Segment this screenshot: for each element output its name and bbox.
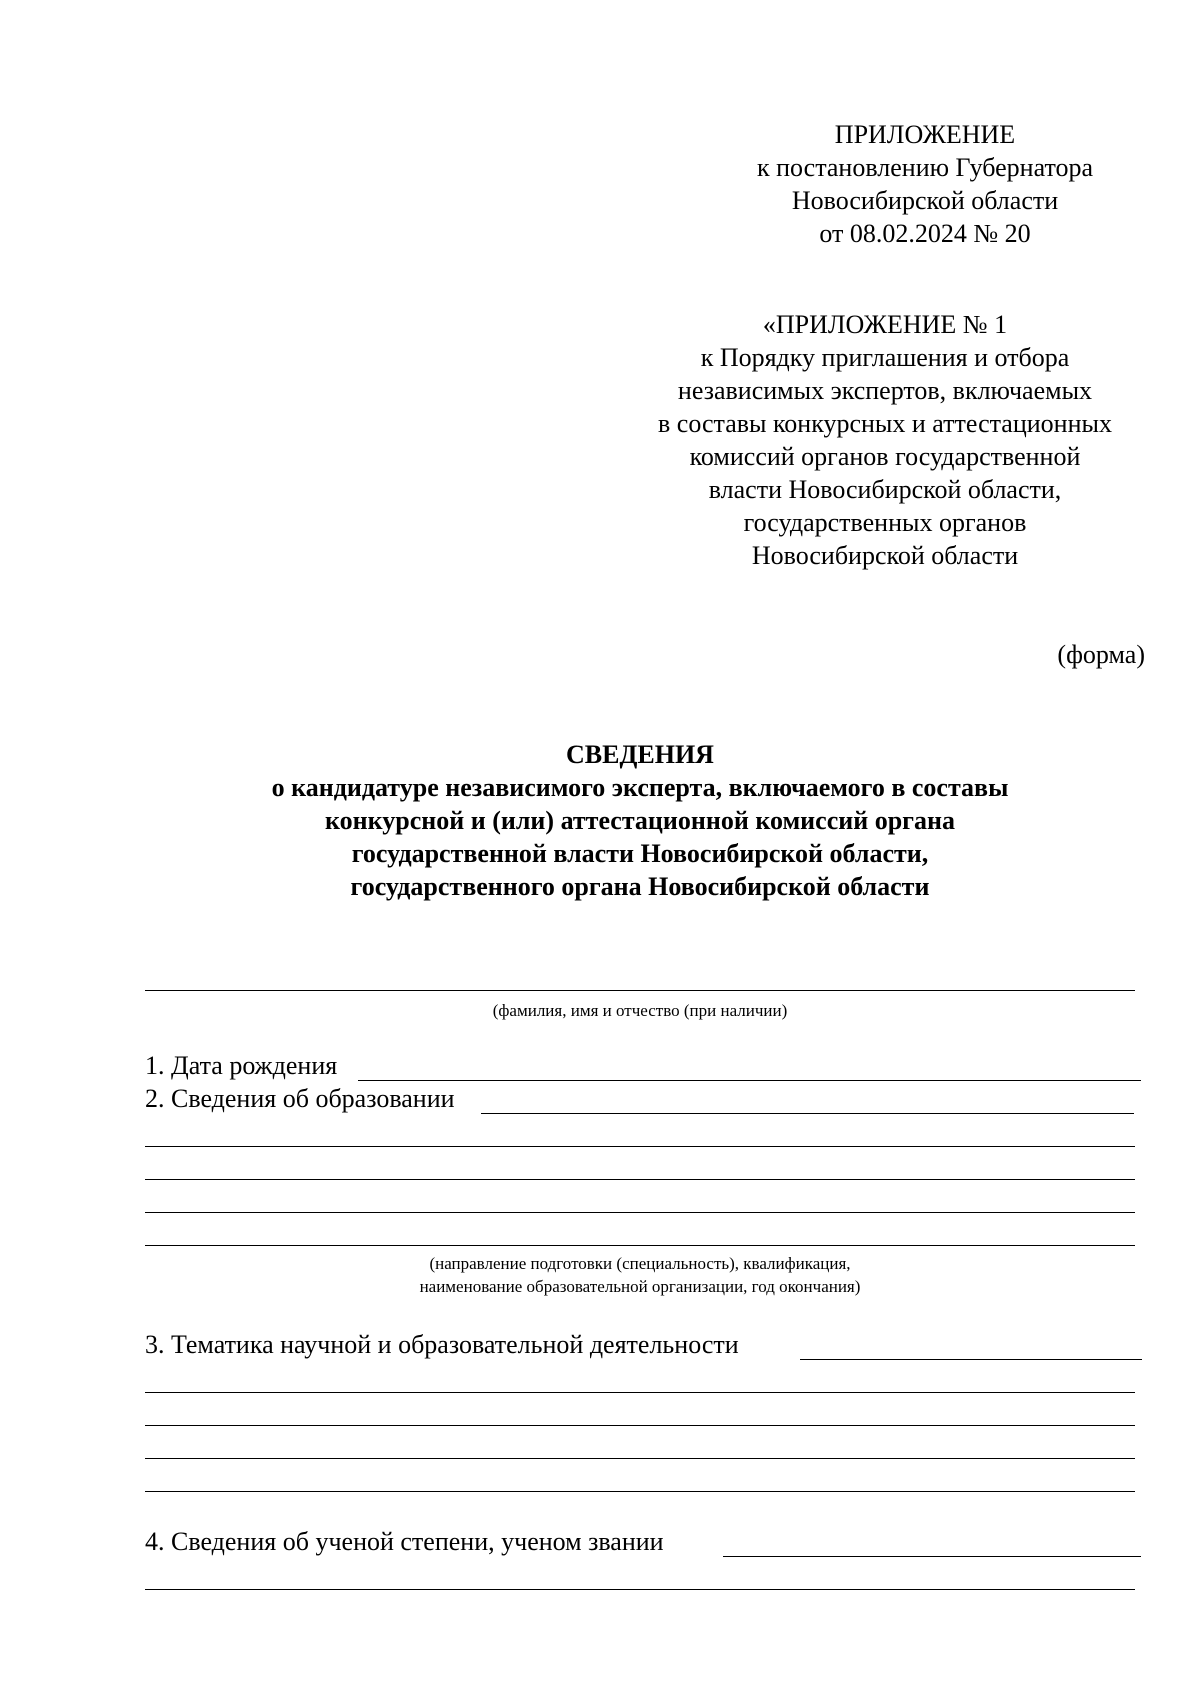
research-topics-input-line[interactable]	[145, 1425, 1135, 1426]
heading-title: СВЕДЕНИЯ	[566, 740, 714, 769]
research-topics-input-line[interactable]	[145, 1392, 1135, 1393]
education-input-line[interactable]	[145, 1146, 1135, 1147]
academic-degree-input-line[interactable]	[145, 1589, 1135, 1590]
form-label: (форма)	[1057, 640, 1145, 669]
heading-subtitle-line: государственного органа Новосибирской области	[350, 872, 930, 901]
appendix-block	[625, 308, 1145, 572]
education-caption-line: наименование образовательной организации, год окончания)	[419, 1277, 861, 1296]
research-topics-input-line[interactable]	[145, 1458, 1135, 1459]
birth-date-input-line[interactable]	[358, 1080, 1141, 1081]
education-caption	[145, 1252, 1135, 1298]
education-input-line[interactable]	[145, 1245, 1135, 1246]
education-caption-line: (направление подготовки (специальность), квалификация,	[429, 1254, 851, 1273]
appendix-line: власти Новосибирской области,	[708, 475, 1062, 504]
birth-date-label: 1. Дата рождения	[145, 1051, 338, 1080]
appendix-line: «ПРИЛОЖЕНИЕ № 1	[762, 310, 1008, 339]
heading-subtitle-line: государственной власти Новосибирской области,	[351, 839, 929, 868]
education-input-line[interactable]	[481, 1113, 1134, 1114]
academic-degree-label: 4. Сведения об ученой степени, ученом звании	[145, 1527, 664, 1556]
appendix-line: государственных органов	[743, 508, 1027, 537]
document-heading	[145, 738, 1135, 903]
research-topics-input-line[interactable]	[145, 1491, 1135, 1492]
heading-subtitle-line: о кандидатуре независимого эксперта, включаемого в составы	[271, 773, 1009, 802]
education-input-line[interactable]	[145, 1212, 1135, 1213]
research-topics-input-line[interactable]	[800, 1359, 1142, 1360]
education-input-line[interactable]	[145, 1179, 1135, 1180]
approval-line: от 08.02.2024 № 20	[819, 219, 1031, 248]
academic-degree-input-line[interactable]	[723, 1556, 1141, 1557]
appendix-line: к Порядку приглашения и отбора	[700, 343, 1070, 372]
appendix-line: в составы конкурсных и аттестационных	[658, 409, 1112, 438]
appendix-line: Новосибирской области	[751, 541, 1019, 570]
approval-line: ПРИЛОЖЕНИЕ	[834, 120, 1016, 149]
name-caption: (фамилия, имя и отчество (при наличии)	[492, 1001, 788, 1020]
approval-line: к постановлению Губернатора	[756, 153, 1094, 182]
appendix-line: комиссий органов государственной	[689, 442, 1081, 471]
name-input-line[interactable]	[145, 990, 1135, 991]
research-topics-label: 3. Тематика научной и образовательной деятельности	[145, 1330, 739, 1359]
appendix-line: независимых экспертов, включаемых	[677, 376, 1093, 405]
approval-line: Новосибирской области	[791, 186, 1059, 215]
heading-subtitle-line: конкурсной и (или) аттестационной комиссий органа	[325, 806, 955, 835]
education-label: 2. Сведения об образовании	[145, 1084, 455, 1113]
approval-block	[700, 118, 1150, 250]
